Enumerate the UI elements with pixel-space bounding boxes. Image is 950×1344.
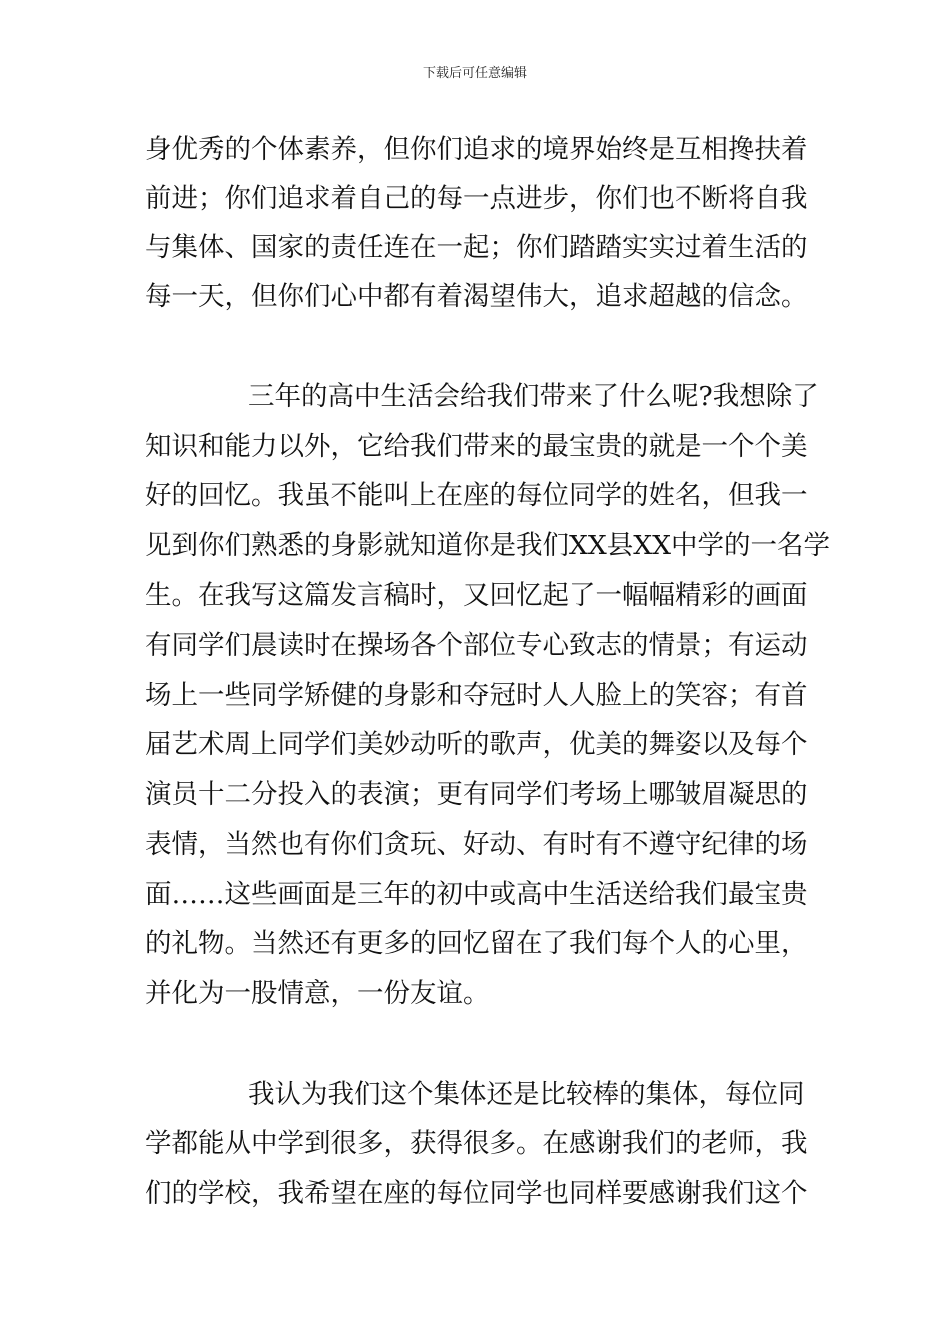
paragraph-1-line-3: 与集体、国家的责任连在一起；你们踏踏实实过着生活的 xyxy=(145,232,808,263)
paragraph-2-line-4: 见到你们熟悉的身影就知道你是我们XX县XX中学的一名学 xyxy=(145,530,830,561)
page-header: 下载后可任意编辑 xyxy=(422,66,527,81)
paragraph-2-line-11: 面……这些画面是三年的初中或高中生活送给我们最宝贵 xyxy=(145,879,808,910)
paragraph-2-line-7: 场上一些同学矫健的身影和夺冠时人人脸上的笑容；有首 xyxy=(145,680,808,711)
paragraph-2-line-5: 生。在我写这篇发言稿时，又回忆起了一幅幅精彩的画面 xyxy=(145,580,808,611)
paragraph-2-line-12: 的礼物。当然还有更多的回忆留在了我们每个人的心里， xyxy=(145,928,808,959)
paragraph-2-line-2: 知识和能力以外，它给我们带来的最宝贵的就是一个个美 xyxy=(145,431,808,462)
paragraph-2-line-10: 表情，当然也有你们贪玩、好动、有时有不遵守纪律的场 xyxy=(145,829,808,860)
paragraph-2-line-8: 届艺术周上同学们美妙动听的歌声，优美的舞姿以及每个 xyxy=(145,729,808,760)
paragraph-3-line-1: 我认为我们这个集体还是比较棒的集体，每位同 xyxy=(248,1079,805,1110)
paragraph-3-line-2: 学都能从中学到很多，获得很多。在感谢我们的老师，我 xyxy=(145,1128,808,1159)
paragraph-2-line-3: 好的回忆。我虽不能叫上在座的每位同学的姓名，但我一 xyxy=(145,480,808,511)
paragraph-2-line-1: 三年的高中生活会给我们带来了什么呢?我想除了 xyxy=(248,381,819,412)
paragraph-1-line-4: 每一天，但你们心中都有着渴望伟大，追求超越的信念。 xyxy=(145,281,808,312)
paragraph-2-line-13: 并化为一股情意，一份友谊。 xyxy=(145,978,490,1009)
paragraph-1-line-1: 身优秀的个体素养，但你们追求的境界始终是互相搀扶着 xyxy=(145,134,808,165)
paragraph-2-line-9: 演员十二分投入的表演；更有同学们考场上哪皱眉凝思的 xyxy=(145,779,808,810)
paragraph-1-line-2: 前进；你们追求着自己的每一点进步，你们也不断将自我 xyxy=(145,183,808,214)
paragraph-2-line-6: 有同学们晨读时在操场各个部位专心致志的情景；有运动 xyxy=(145,630,808,661)
paragraph-3-line-3: 们的学校，我希望在座的每位同学也同样要感谢我们这个 xyxy=(145,1178,808,1209)
